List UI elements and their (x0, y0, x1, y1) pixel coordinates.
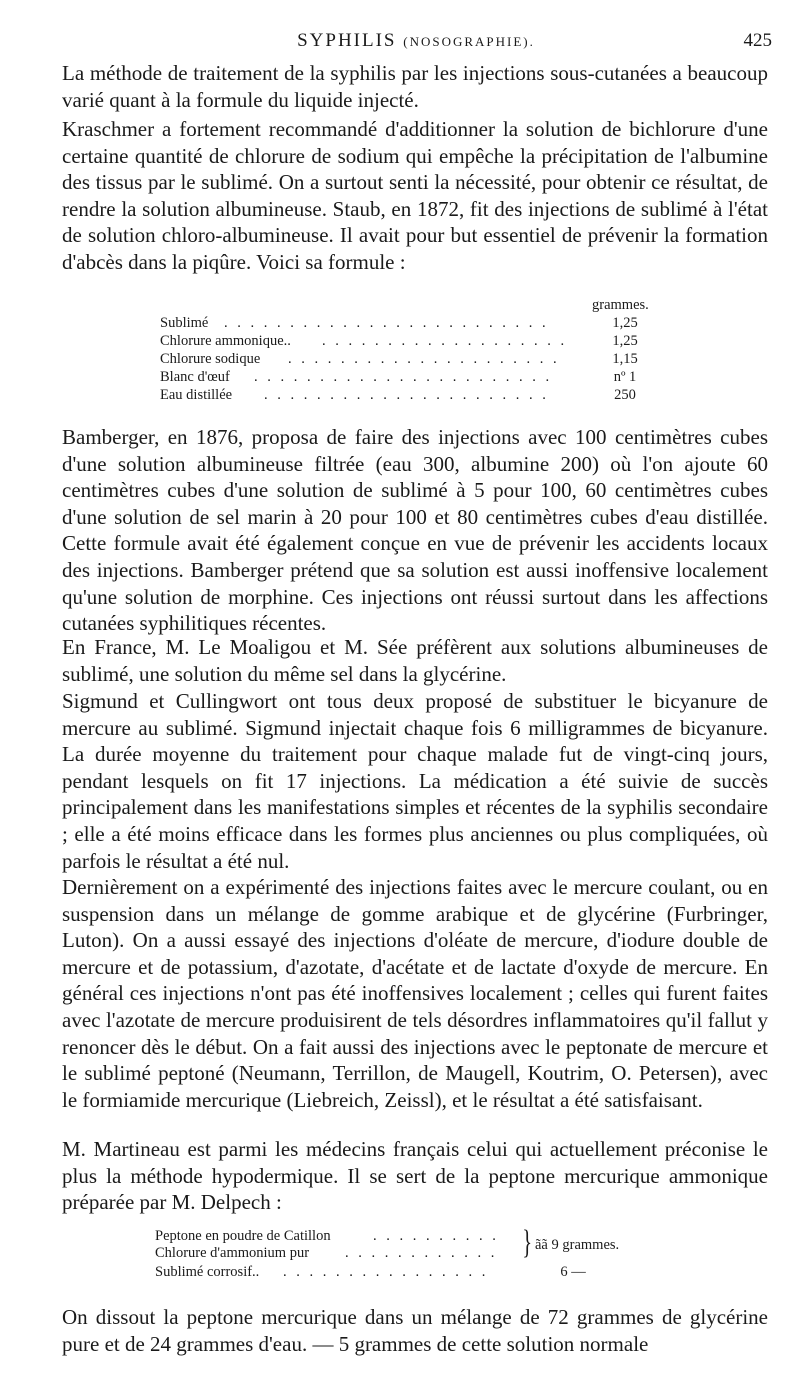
formula-ingredient: Chlorure sodique (160, 351, 261, 367)
paragraph-2: Kraschmer a fortement recommandé d'additionner la solution de bichlorure d'une certaine quantité de chlorure de sodium qui empêche la précipitation de l'albumine des tissus par le sublimé. On a surtout senti la nécessité, pour obtenir ce résultat, de rendre la solution albumineuse. Staub, en 1872, fit des injections de sublimé à l'état de solution chloro-albumineuse. Il avait pour but essentiel de prévenir la formation d'abcès dans la piqûre. Voici sa formule : (62, 117, 768, 274)
delpech-formula-table (155, 1224, 655, 1289)
staub-formula-table (160, 296, 670, 406)
formula-quantity: 250 (614, 387, 636, 403)
running-header (60, 30, 772, 58)
formula-ingredient: Chlorure ammonique.. (160, 333, 291, 349)
curly-brace: } (522, 1224, 533, 1261)
formula-quantity: 1,15 (612, 351, 638, 367)
running-title-sub: (NOSOGRAPHIE). (403, 34, 535, 49)
running-title-main: SYPHILIS (297, 30, 397, 51)
leader-dots: . . . . . . . . . . (373, 1228, 499, 1244)
paragraph-3: Bamberger, en 1876, proposa de faire des injections avec 100 centimètres cubes d'une solution albumineuse filtrée (eau 300, albumine 200) où l'on ajoute 60 centimètres cubes d'une solution de sublimé à 5 pour 100, 60 centimètres cubes d'une solution de sel marin à 20 pour 100 et 80 centimètres cubes d'eau distillée. Cette formule avait été également conçue en vue de prévenir les accidents locaux des injections. Bamberger prétend que sa solution est aussi inoffensive localement qu'une solution de morphine. Ces injections ont réussi surtout dans les affections cutanées syphilitiques récentes. (62, 425, 768, 636)
formula-quantity: 6 — (560, 1264, 586, 1280)
leader-dots: . . . . . . . . . . . . . . . . . . . . . . . . . (224, 315, 549, 331)
paragraph-7: M. Martineau est parmi les médecins français celui qui actuellement préconise le plus la méthode hypodermique. Il se sert de la peptone mercurique ammonique préparée par M. Delpech : (62, 1137, 768, 1215)
paragraph-1: La méthode de traitement de la syphilis par les injections sous-cutanées a beaucoup varié quant à la formule du liquide injecté. (62, 61, 768, 112)
paragraph-4: En France, M. Le Moaligou et M. Sée préfèrent aux solutions albumineuses de sublimé, une solution du même sel dans la glycérine. (62, 635, 768, 686)
running-title (60, 30, 772, 52)
formula-ingredient: Sublimé corrosif.. (155, 1264, 260, 1280)
formula-ingredient: Peptone en poudre de Catillon (155, 1228, 331, 1244)
formula-ingredient: Chlorure d'ammonium pur (155, 1245, 310, 1261)
formula-ingredient: Sublimé (160, 315, 209, 331)
formula-quantity: nº 1 (613, 369, 637, 385)
formula-unit-header: grammes. (592, 297, 649, 313)
formula-ingredient: Blanc d'œuf (160, 369, 230, 385)
formula-group-quantity: ãã 9 grammes. (535, 1237, 620, 1253)
leader-dots: . . . . . . . . . . . . . . . . (283, 1264, 489, 1280)
leader-dots: . . . . . . . . . . . . . . . . . . . . . . . (254, 369, 553, 385)
formula-quantity: 1,25 (612, 333, 638, 349)
formula-ingredient: Eau distillée (160, 387, 233, 403)
paragraph-6: Dernièrement on a expérimenté des injections faites avec le mercure coulant, ou en suspension dans un mélange de gomme arabique et de glycérine (Furbringer, Luton). On a aussi essayé des injections d'oléate de mercure, d'iodure double de mercure et de potassium, d'azotate, d'acétate et de lactate d'oxyde de mercure. En général ces injections n'ont pas été inoffensives localement ; celles qui furent faites avec l'azotate de mercure produisirent de tels désordres inflammatoires qu'il fallut y renoncer dès le début. On a fait aussi des injections avec le peptonate de mercure et le sublimé peptoné (Neumann, Terrillon, de Maugell, Koutrim, O. Petersen), avec le formiamide mercurique (Liebreich, Zeissl), et le résultat a été satisfaisant. (62, 875, 768, 1112)
leader-dots: . . . . . . . . . . . . . . . . . . . (322, 333, 568, 349)
paragraph-8: On dissout la peptone mercurique dans un mélange de 72 grammes de glycérine pure et de 24 grammes d'eau. — 5 grammes de cette solution normale (62, 1305, 768, 1356)
leader-dots: . . . . . . . . . . . . . . . . . . . . . . (264, 387, 549, 403)
leader-dots: . . . . . . . . . . . . (345, 1245, 498, 1261)
page-number: 425 (743, 30, 772, 51)
paragraph-5: Sigmund et Cullingwort ont tous deux proposé de substituer le bicyanure de mercure au sublimé. Sigmund injectait chaque fois 6 milligrammes de bicyanure. La durée moyenne du traitement pour chaque malade fut de vingt-cinq jours, pendant lesquels on fit 17 injections. La médication a été suivie de succès principalement dans les manifestations simples et récentes de la syphilis secondaire ; elle a été moins efficace dans les formes plus anciennes ou plus compliquées, où parfois le résultat a été nul. (62, 689, 768, 873)
formula-quantity: 1,25 (612, 315, 638, 331)
leader-dots: . . . . . . . . . . . . . . . . . . . . . (288, 351, 560, 367)
